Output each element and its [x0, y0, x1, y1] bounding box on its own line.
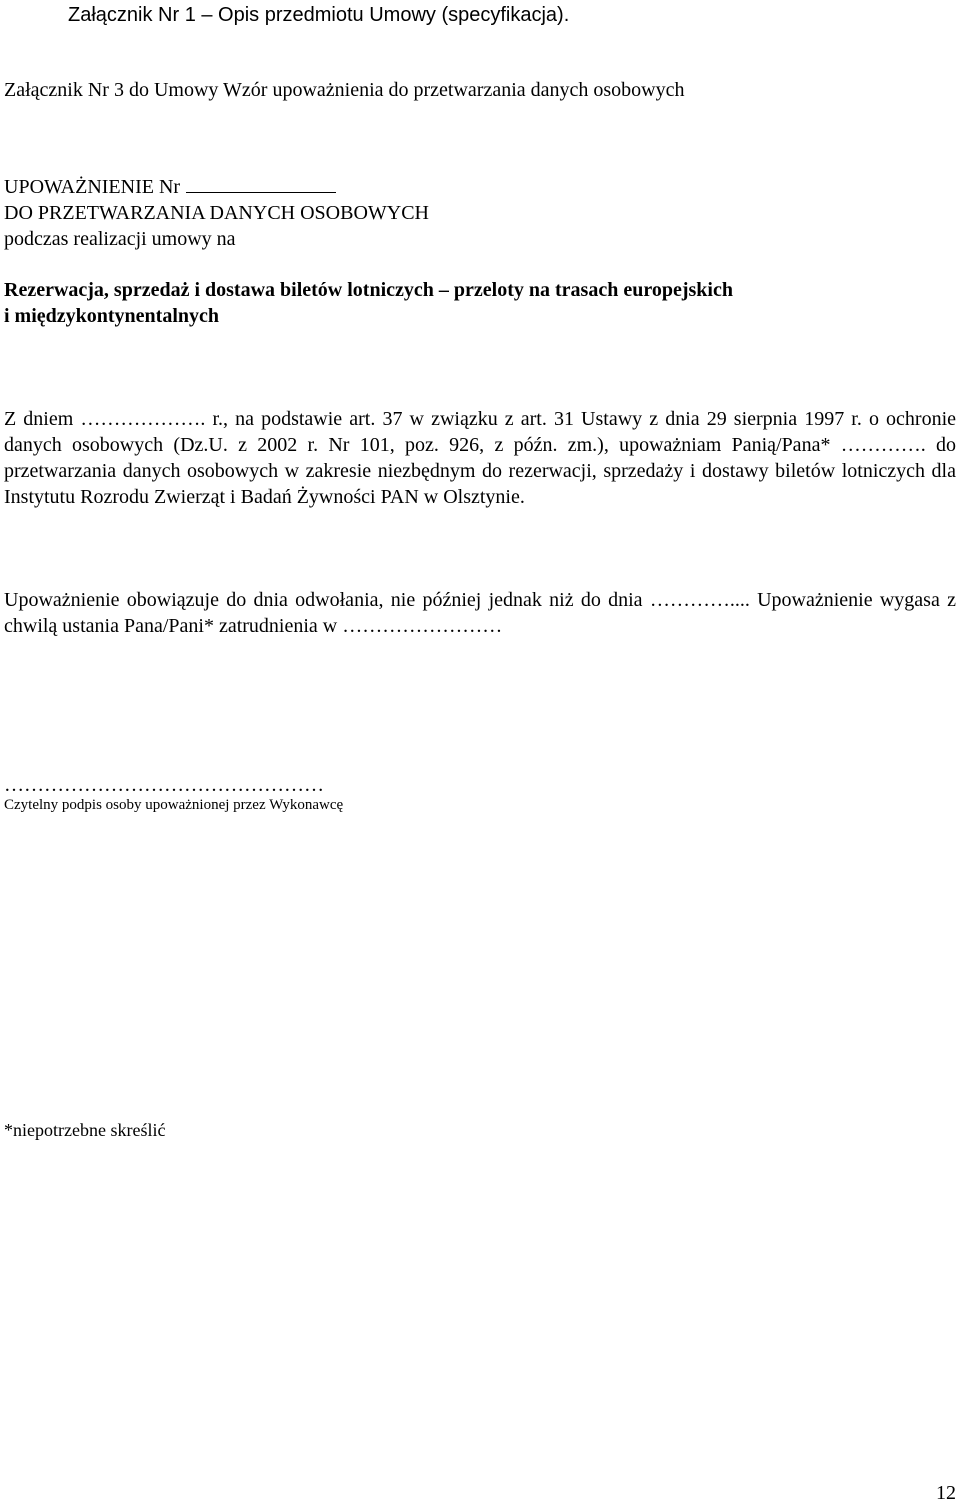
signature-caption: Czytelny podpis osoby upoważnionej przez Wykonawcę [4, 797, 344, 813]
authorization-heading [4, 174, 429, 252]
validity-paragraph: Upoważnienie obowiązuje do dnia odwołania, nie później jednak niż do dnia ………….... Upoważnienie wygasa z chwilą ustania Pana/Pani* zatrudnienia w …………………… [4, 589, 956, 637]
footnote: *niepotrzebne skreślić [4, 1120, 166, 1140]
header-line: Załącznik Nr 1 – Opis przedmiotu Umowy (specyfikacja). [68, 4, 570, 26]
authorization-purpose: DO PRZETWARZANIA DANYCH OSOBOWYCH [4, 202, 429, 224]
page-number: 12 [936, 1482, 956, 1504]
annex-title: Załącznik Nr 3 do Umowy Wzór upoważnienia do przetwarzania danych osobowych [4, 79, 685, 101]
authorization-label: UPOWAŻNIENIE Nr [4, 176, 181, 198]
authorization-body-paragraph: Z dniem ………………. r., na podstawie art. 37 w związku z art. 31 Ustawy z dnia 29 sierpnia 1997 r. o ochronie danych osobowych (Dz.U. z 2002 r. Nr 101, poz. 926, z późn. zm.), upoważniam Panią/Pana* …………. do przetwarzania danych osobowych w zakresie niezbędnym do rezerwacji, sprzedaży i dostawy biletów lotniczych dla Instytutu Rozrodu Zwierząt i Badań Żywności PAN w Olsztynie. [4, 408, 956, 508]
authorization-number-blank [186, 174, 336, 193]
contract-subject [4, 277, 733, 329]
authorization-number-line [4, 174, 429, 200]
authorization-context: podczas realizacji umowy na [4, 228, 236, 250]
contract-subject-line-2: i międzykontynentalnych [4, 305, 220, 327]
signature-line: ………………………………………… [4, 774, 324, 796]
contract-subject-line-1: Rezerwacja, sprzedaż i dostawa biletów lotniczych – przeloty na trasach europejskich [4, 279, 733, 301]
